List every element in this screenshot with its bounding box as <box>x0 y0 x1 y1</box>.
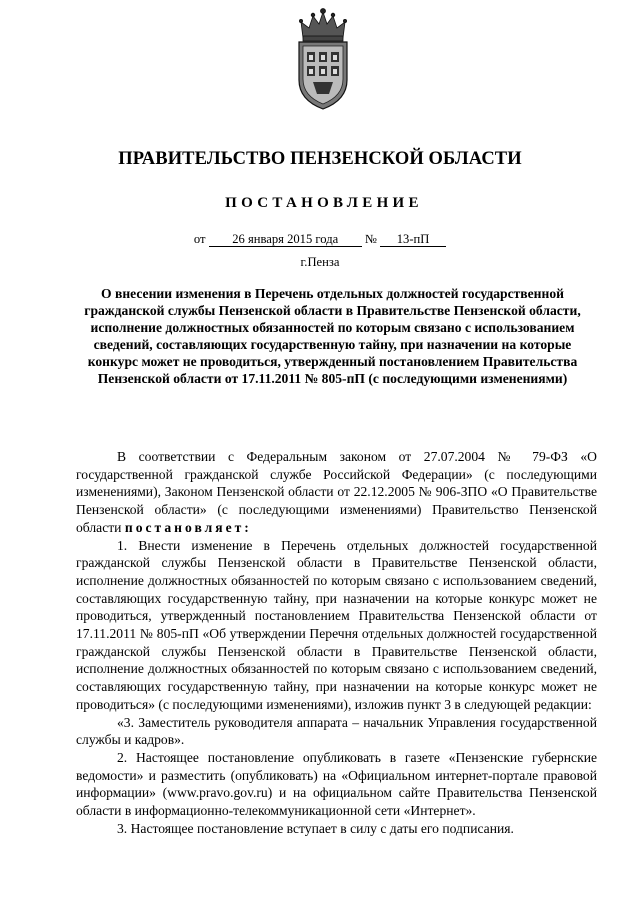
document-title: О внесении изменения в Перечень отдельных должностей государственной гражданской службы Пензенской области в Правительстве Пензенской области, исполнение должностных обязанностей по которым связано с использованием сведений, составляющих государственную тайну, при назначении на которые конкурс может не проводиться, утвержденный постановлением Правительства Пензенской области от 17.11.2011 № 805-пП (с последующими изменениями) <box>84 286 581 386</box>
quoted-item-paragraph: «3. Заместитель руководителя аппарата – начальник Управления государственной службы и кадров». <box>76 714 597 748</box>
item-3-paragraph: 3. Настоящее постановление вступает в силу с даты его подписания. <box>117 820 514 836</box>
document-number: 13-пП <box>380 232 446 247</box>
preamble-text: В соответствии с Федеральным законом от 27.07.2004 № 79-ФЗ «О государственной гражданской службе Российской Федерации» (с последующими изменениями), Законом Пензенской области от 22.12.2005 № 906-ЗПО «О Правительстве Пензенской области» (с последующими изменениями) Правительство Пензенской области <box>76 449 597 535</box>
document-body <box>76 448 597 837</box>
preamble-paragraph <box>76 448 597 537</box>
penza-coat-of-arms-emblem <box>293 8 353 112</box>
item-2-paragraph: 2. Настоящее постановление опубликовать в газете «Пензенские губернские ведомости» и разместить (опубликовать) на «Официальном интернет-портале правовой информации» (www.pravo.gov.ru) и на официальном сайте Правительства Пензенской области в информационно-телекоммуникационной сети «Интернет». <box>76 749 597 819</box>
government-heading: ПРАВИТЕЛЬСТВО ПЕНЗЕНСКОЙ ОБЛАСТИ <box>118 149 522 169</box>
resolves-word: постановляет: <box>124 519 252 535</box>
from-label: от <box>193 232 206 246</box>
document-type-heading: ПОСТАНОВЛЕНИЕ <box>225 195 423 211</box>
number-label: № <box>364 232 377 246</box>
document-date: 26 января 2015 года <box>209 232 362 247</box>
item-1-paragraph: 1. Внести изменение в Перечень отдельных должностей государственной гражданской службы Пензенской области в Правительстве Пензенской области, исполнение должностных обязанностей по которым связано с использованием сведений, составляющих государственную тайну, при назначении на которые конкурс может не проводиться, утвержденный постановлением Правительства Пензенской области от 17.11.2011 № 805-пП «Об утверждении Перечня отдельных должностей государственной гражданской службы Пензенской области в Правительстве Пензенской области, исполнение должностных обязанностей по которым связано с использованием сведений, составляющих государственную тайну, при назначении на которые конкурс может не проводиться» (с последующими изменениями), изложив пункт 3 в следующей редакции: <box>76 537 597 712</box>
date-number-line <box>0 232 640 247</box>
city-name: г.Пенза <box>300 255 340 269</box>
